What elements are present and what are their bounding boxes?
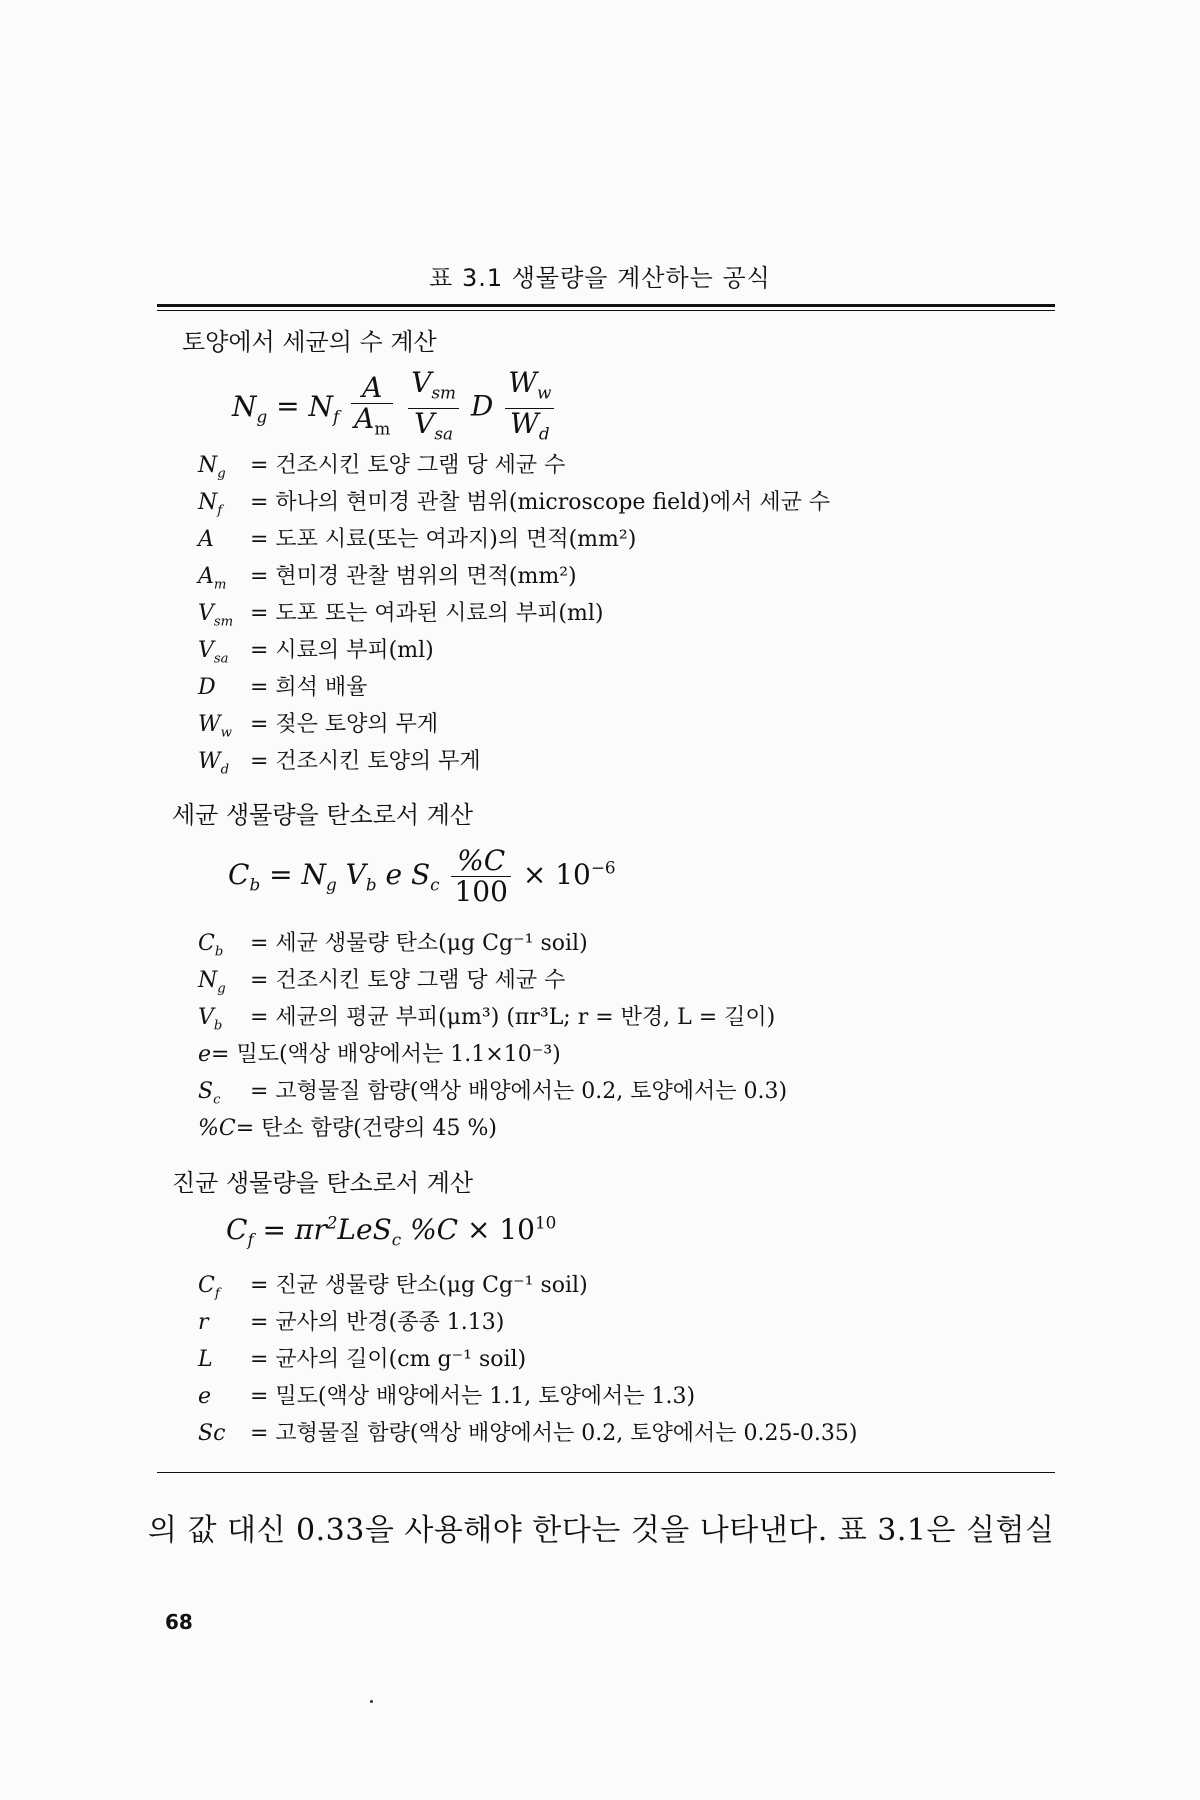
definition-row: e= 밀도(액상 배양에서는 1.1×10⁻³) bbox=[198, 1042, 561, 1067]
fraction-a-am: $\frac{A}{A_m}$ bbox=[351, 373, 393, 444]
bottom-rule bbox=[157, 1472, 1055, 1473]
section-heading-soil-bacteria: 토양에서 세균의 수 계산 bbox=[182, 328, 437, 356]
definition-row: $S_c$ = 고형물질 함량(액상 배양에서는 0.2, 토양에서는 0.3) bbox=[198, 1079, 788, 1108]
table-caption: 표 3.1 생물량을 계산하는 공식 bbox=[429, 264, 771, 292]
definition-row: D = 희석 배율 bbox=[198, 675, 368, 700]
definition-row: $C_b$ = 세균 생물량 탄소(μg Cg⁻¹ soil) bbox=[198, 931, 588, 960]
fraction-c-100: $\frac{\%C}{100}$ bbox=[451, 846, 510, 907]
definition-row: L = 균사의 길이(cm g⁻¹ soil) bbox=[198, 1347, 527, 1372]
definition-row: $N_g$ = 건조시킨 토양 그램 당 세균 수 bbox=[198, 968, 566, 997]
definition-row: A = 도포 시료(또는 여과지)의 면적(mm²) bbox=[198, 527, 637, 552]
definition-row: $N_f$ = 하나의 현미경 관찰 범위(microscope field)에서 세균 수 bbox=[198, 490, 831, 519]
formula-cb: $C_b = N_g$ $V_b$ e $S_c$ $\frac{\%C}{100}$ × $10^{-6}$ bbox=[228, 844, 616, 908]
definition-row: $V_b$ = 세균의 평균 부피(μm³) (πr³L; r = 반경, L = 길이) bbox=[198, 1005, 776, 1034]
section-heading-fungal-biomass: 진균 생물량을 탄소로서 계산 bbox=[172, 1169, 474, 1197]
definition-row: $V_{sa}$ = 시료의 부피(ml) bbox=[198, 638, 434, 667]
definition-row: r = 균사의 반경(종종 1.13) bbox=[198, 1310, 505, 1335]
definitions-list-1 bbox=[198, 447, 830, 780]
definition-row: Sc = 고형물질 함량(액상 배양에서는 0.2, 토양에서는 0.25-0.35) bbox=[198, 1421, 858, 1446]
formula-cf: $C_f = \pi r^2LeS_c$ $\%C \times 10^{10}$ bbox=[226, 1213, 557, 1250]
definition-row: $C_f$ = 진균 생물량 탄소(μg Cg⁻¹ soil) bbox=[198, 1273, 588, 1302]
fraction-ww-wd: $\frac{W_w}{W_d}$ bbox=[505, 368, 554, 448]
definition-row: $V_{sm}$ = 도포 또는 여과된 시료의 부피(ml) bbox=[198, 601, 604, 630]
definition-row: $N_g$ = 건조시킨 토양 그램 당 세균 수 bbox=[198, 453, 566, 482]
definition-row: $A_m$ = 현미경 관찰 범위의 면적(mm²) bbox=[198, 564, 577, 593]
definition-row: e = 밀도(액상 배양에서는 1.1, 토양에서는 1.3) bbox=[198, 1384, 696, 1409]
definitions-list-3 bbox=[198, 1267, 857, 1452]
fraction-vsm-vsa: $\frac{V_{sm}}{V_{sa}}$ bbox=[408, 368, 459, 448]
definition-row: $W_d$ = 건조시킨 토양의 무게 bbox=[198, 749, 481, 778]
definition-row: %C= 탄소 함량(건량의 45 %) bbox=[198, 1116, 497, 1141]
top-rule-thick bbox=[157, 304, 1055, 307]
body-text-line: 의 값 대신 0.33을 사용해야 한다는 것을 나타낸다. 표 3.1은 실험실 bbox=[148, 1513, 1055, 1548]
scan-speck bbox=[370, 1700, 373, 1703]
page-number: 68 bbox=[165, 1610, 193, 1634]
definition-row: $W_w$ = 젖은 토양의 무게 bbox=[198, 712, 439, 741]
formula-ng: $N_g = N_f$ $\frac{A}{A_m}$ $\frac{V_{sm}}{V_{sa}}$ D $\frac{W_w}{W_d}$ bbox=[232, 368, 557, 448]
top-rule-thin bbox=[157, 310, 1055, 311]
section-heading-bacterial-biomass: 세균 생물량을 탄소로서 계산 bbox=[172, 801, 474, 829]
definitions-list-2 bbox=[198, 925, 787, 1147]
